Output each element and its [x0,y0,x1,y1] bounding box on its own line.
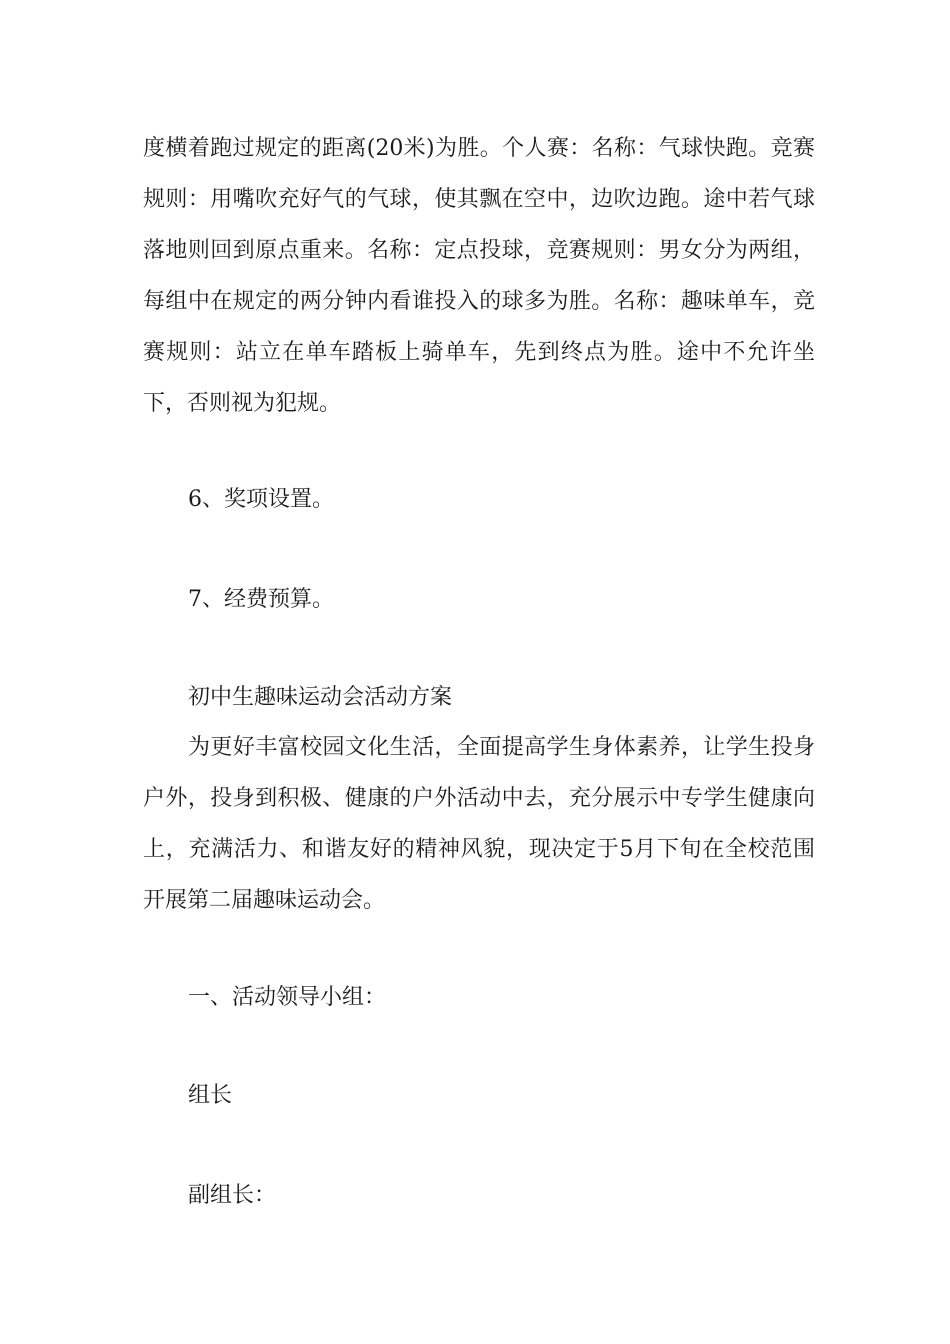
plan-title: 初中生趣味运动会活动方案 [188,685,453,710]
budget-heading: 7、经费预算。 [188,587,334,612]
leadership-heading: 一、活动领导小组： [188,985,387,1010]
intro-paragraph: 为更好丰富校园文化生活，全面提高学生身体素养，让学生投身户外，投身到积极、健康的户外活动中去，充分展示中专学生健康向上，充满活力、和谐友好的精神风貌，现决定于5月下旬在全校范围开展第二届趣味运动会。 [143,735,815,913]
awards-heading: 6、奖项设置。 [188,487,334,512]
rules-paragraph: 度横着跑过规定的距离(20米)为胜。个人赛：名称：气球快跑。竞赛规则：用嘴吹充好气的气球，使其飘在空中，边吹边跑。途中若气球落地则回到原点重来。名称：定点投球，竞赛规则：男女分为两组，每组中在规定的两分钟内看谁投入的球多为胜。名称：趣味单车，竞赛规则：站立在单车踏板上骑单车，先到终点为胜。途中不允许坐下，否则视为犯规。 [143,136,815,416]
leader-label: 组长 [188,1083,233,1108]
deputy-leader-label: 副组长： [188,1183,277,1208]
